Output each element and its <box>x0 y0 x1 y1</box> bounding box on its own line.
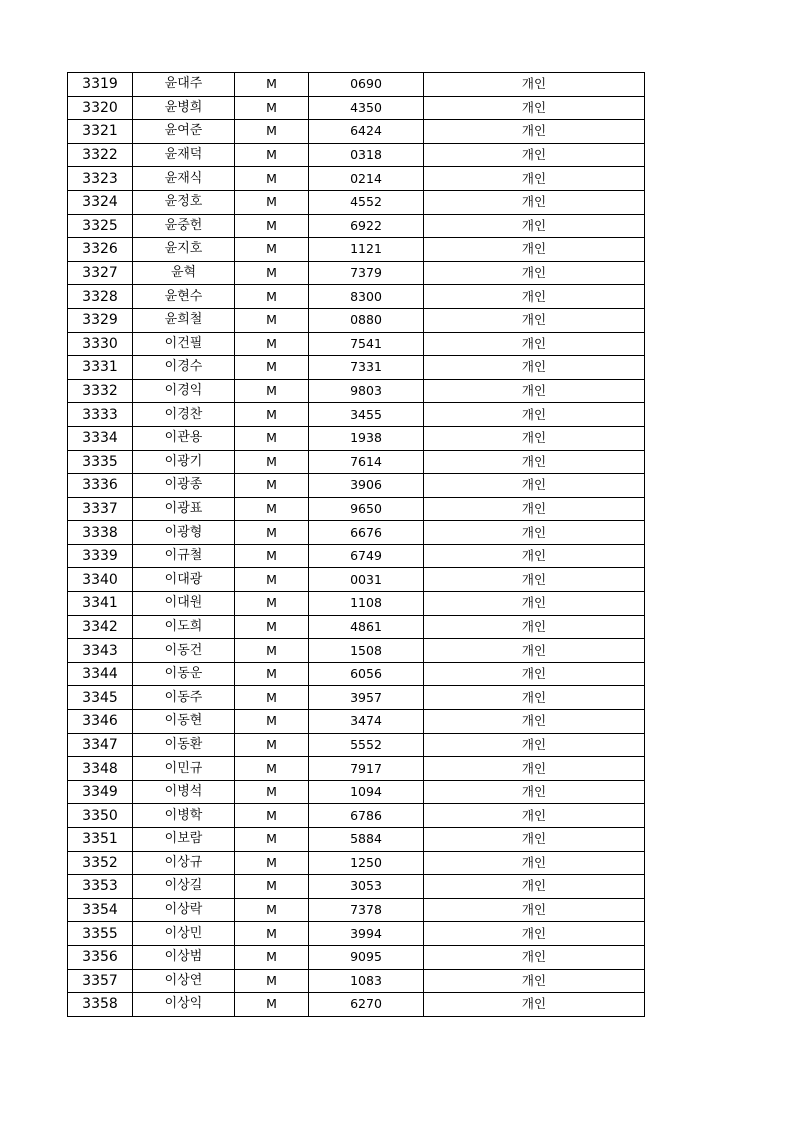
name-cell: 이상민 <box>133 922 235 946</box>
name-cell: 윤병희 <box>133 96 235 120</box>
gender-cell: M <box>235 190 309 214</box>
table-row <box>68 969 645 993</box>
code-cell: 1094 <box>309 780 424 804</box>
table-row <box>68 403 645 427</box>
gender-cell: M <box>235 875 309 899</box>
row-number-cell: 3328 <box>68 285 133 309</box>
table-row <box>68 474 645 498</box>
gender-cell: M <box>235 332 309 356</box>
gender-cell: M <box>235 403 309 427</box>
code-cell: 0880 <box>309 308 424 332</box>
name-cell: 윤여준 <box>133 120 235 144</box>
gender-cell: M <box>235 710 309 734</box>
table-row <box>68 450 645 474</box>
code-cell: 3474 <box>309 710 424 734</box>
type-cell: 개인 <box>424 403 645 427</box>
name-cell: 이규철 <box>133 544 235 568</box>
code-cell: 4350 <box>309 96 424 120</box>
type-cell: 개인 <box>424 143 645 167</box>
table-row <box>68 73 645 97</box>
row-number-cell: 3353 <box>68 875 133 899</box>
code-cell: 0690 <box>309 73 424 97</box>
name-cell: 이광종 <box>133 474 235 498</box>
gender-cell: M <box>235 544 309 568</box>
code-cell: 9803 <box>309 379 424 403</box>
table-row <box>68 686 645 710</box>
row-number-cell: 3339 <box>68 544 133 568</box>
row-number-cell: 3322 <box>68 143 133 167</box>
table-row <box>68 615 645 639</box>
code-cell: 1108 <box>309 592 424 616</box>
row-number-cell: 3346 <box>68 710 133 734</box>
gender-cell: M <box>235 474 309 498</box>
table-row <box>68 922 645 946</box>
table-row <box>68 875 645 899</box>
name-cell: 이동운 <box>133 662 235 686</box>
table-row <box>68 96 645 120</box>
type-cell: 개인 <box>424 733 645 757</box>
type-cell: 개인 <box>424 167 645 191</box>
name-cell: 윤지호 <box>133 238 235 262</box>
code-cell: 5552 <box>309 733 424 757</box>
type-cell: 개인 <box>424 780 645 804</box>
code-cell: 6749 <box>309 544 424 568</box>
name-cell: 이도희 <box>133 615 235 639</box>
type-cell: 개인 <box>424 308 645 332</box>
type-cell: 개인 <box>424 875 645 899</box>
code-cell: 1508 <box>309 639 424 663</box>
row-number-cell: 3338 <box>68 521 133 545</box>
table-row <box>68 261 645 285</box>
type-cell: 개인 <box>424 851 645 875</box>
code-cell: 7541 <box>309 332 424 356</box>
row-number-cell: 3324 <box>68 190 133 214</box>
gender-cell: M <box>235 238 309 262</box>
type-cell: 개인 <box>424 120 645 144</box>
name-cell: 이경수 <box>133 356 235 380</box>
type-cell: 개인 <box>424 568 645 592</box>
gender-cell: M <box>235 261 309 285</box>
gender-cell: M <box>235 214 309 238</box>
type-cell: 개인 <box>424 804 645 828</box>
row-number-cell: 3326 <box>68 238 133 262</box>
name-cell: 윤중헌 <box>133 214 235 238</box>
gender-cell: M <box>235 922 309 946</box>
code-cell: 0214 <box>309 167 424 191</box>
table-row <box>68 662 645 686</box>
name-cell: 이상범 <box>133 945 235 969</box>
type-cell: 개인 <box>424 544 645 568</box>
row-number-cell: 3349 <box>68 780 133 804</box>
table-row <box>68 639 645 663</box>
gender-cell: M <box>235 733 309 757</box>
table-row <box>68 993 645 1017</box>
code-cell: 3906 <box>309 474 424 498</box>
name-cell: 이광표 <box>133 497 235 521</box>
code-cell: 6786 <box>309 804 424 828</box>
type-cell: 개인 <box>424 993 645 1017</box>
table-row <box>68 497 645 521</box>
table-row <box>68 568 645 592</box>
table-row <box>68 356 645 380</box>
roster-body <box>68 73 645 1017</box>
gender-cell: M <box>235 969 309 993</box>
name-cell: 이대원 <box>133 592 235 616</box>
name-cell: 윤재식 <box>133 167 235 191</box>
code-cell: 4861 <box>309 615 424 639</box>
table-row <box>68 592 645 616</box>
type-cell: 개인 <box>424 379 645 403</box>
type-cell: 개인 <box>424 238 645 262</box>
name-cell: 윤혁 <box>133 261 235 285</box>
row-number-cell: 3355 <box>68 922 133 946</box>
table-row <box>68 332 645 356</box>
name-cell: 윤재덕 <box>133 143 235 167</box>
name-cell: 이동환 <box>133 733 235 757</box>
table-row <box>68 898 645 922</box>
row-number-cell: 3354 <box>68 898 133 922</box>
row-number-cell: 3350 <box>68 804 133 828</box>
name-cell: 이민규 <box>133 757 235 781</box>
type-cell: 개인 <box>424 73 645 97</box>
type-cell: 개인 <box>424 214 645 238</box>
gender-cell: M <box>235 757 309 781</box>
table-row <box>68 308 645 332</box>
gender-cell: M <box>235 639 309 663</box>
type-cell: 개인 <box>424 521 645 545</box>
gender-cell: M <box>235 120 309 144</box>
gender-cell: M <box>235 308 309 332</box>
gender-cell: M <box>235 686 309 710</box>
type-cell: 개인 <box>424 615 645 639</box>
name-cell: 윤정호 <box>133 190 235 214</box>
table-row <box>68 214 645 238</box>
gender-cell: M <box>235 592 309 616</box>
row-number-cell: 3357 <box>68 969 133 993</box>
type-cell: 개인 <box>424 190 645 214</box>
gender-cell: M <box>235 898 309 922</box>
gender-cell: M <box>235 285 309 309</box>
row-number-cell: 3352 <box>68 851 133 875</box>
code-cell: 6922 <box>309 214 424 238</box>
table-row <box>68 285 645 309</box>
row-number-cell: 3344 <box>68 662 133 686</box>
table-row <box>68 851 645 875</box>
code-cell: 9095 <box>309 945 424 969</box>
type-cell: 개인 <box>424 828 645 852</box>
type-cell: 개인 <box>424 474 645 498</box>
row-number-cell: 3345 <box>68 686 133 710</box>
code-cell: 9650 <box>309 497 424 521</box>
row-number-cell: 3329 <box>68 308 133 332</box>
code-cell: 8300 <box>309 285 424 309</box>
table-row <box>68 945 645 969</box>
name-cell: 이광형 <box>133 521 235 545</box>
name-cell: 이경찬 <box>133 403 235 427</box>
type-cell: 개인 <box>424 686 645 710</box>
name-cell: 이상익 <box>133 993 235 1017</box>
gender-cell: M <box>235 828 309 852</box>
gender-cell: M <box>235 426 309 450</box>
row-number-cell: 3341 <box>68 592 133 616</box>
row-number-cell: 3330 <box>68 332 133 356</box>
row-number-cell: 3320 <box>68 96 133 120</box>
code-cell: 1121 <box>309 238 424 262</box>
row-number-cell: 3327 <box>68 261 133 285</box>
row-number-cell: 3342 <box>68 615 133 639</box>
code-cell: 7379 <box>309 261 424 285</box>
type-cell: 개인 <box>424 639 645 663</box>
table-row <box>68 143 645 167</box>
gender-cell: M <box>235 851 309 875</box>
type-cell: 개인 <box>424 426 645 450</box>
code-cell: 6270 <box>309 993 424 1017</box>
gender-cell: M <box>235 521 309 545</box>
row-number-cell: 3343 <box>68 639 133 663</box>
gender-cell: M <box>235 356 309 380</box>
row-number-cell: 3356 <box>68 945 133 969</box>
gender-cell: M <box>235 167 309 191</box>
table-row <box>68 710 645 734</box>
type-cell: 개인 <box>424 922 645 946</box>
table-row <box>68 238 645 262</box>
table-row <box>68 828 645 852</box>
code-cell: 0318 <box>309 143 424 167</box>
row-number-cell: 3325 <box>68 214 133 238</box>
name-cell: 이병석 <box>133 780 235 804</box>
type-cell: 개인 <box>424 332 645 356</box>
name-cell: 이건필 <box>133 332 235 356</box>
code-cell: 3994 <box>309 922 424 946</box>
table-row <box>68 379 645 403</box>
name-cell: 이상락 <box>133 898 235 922</box>
row-number-cell: 3347 <box>68 733 133 757</box>
gender-cell: M <box>235 96 309 120</box>
row-number-cell: 3337 <box>68 497 133 521</box>
table-row <box>68 804 645 828</box>
gender-cell: M <box>235 568 309 592</box>
code-cell: 1083 <box>309 969 424 993</box>
type-cell: 개인 <box>424 497 645 521</box>
gender-cell: M <box>235 993 309 1017</box>
name-cell: 윤현수 <box>133 285 235 309</box>
name-cell: 이상규 <box>133 851 235 875</box>
code-cell: 7614 <box>309 450 424 474</box>
table-row <box>68 120 645 144</box>
row-number-cell: 3323 <box>68 167 133 191</box>
gender-cell: M <box>235 143 309 167</box>
type-cell: 개인 <box>424 450 645 474</box>
name-cell: 이관용 <box>133 426 235 450</box>
gender-cell: M <box>235 615 309 639</box>
code-cell: 3053 <box>309 875 424 899</box>
gender-cell: M <box>235 804 309 828</box>
type-cell: 개인 <box>424 969 645 993</box>
table-row <box>68 780 645 804</box>
name-cell: 이광기 <box>133 450 235 474</box>
gender-cell: M <box>235 662 309 686</box>
row-number-cell: 3336 <box>68 474 133 498</box>
name-cell: 이병학 <box>133 804 235 828</box>
type-cell: 개인 <box>424 757 645 781</box>
table-row <box>68 733 645 757</box>
name-cell: 이경익 <box>133 379 235 403</box>
row-number-cell: 3321 <box>68 120 133 144</box>
row-number-cell: 3340 <box>68 568 133 592</box>
code-cell: 4552 <box>309 190 424 214</box>
type-cell: 개인 <box>424 592 645 616</box>
row-number-cell: 3332 <box>68 379 133 403</box>
roster-table <box>67 72 645 1017</box>
code-cell: 3455 <box>309 403 424 427</box>
name-cell: 이상길 <box>133 875 235 899</box>
row-number-cell: 3333 <box>68 403 133 427</box>
type-cell: 개인 <box>424 261 645 285</box>
type-cell: 개인 <box>424 898 645 922</box>
name-cell: 이상연 <box>133 969 235 993</box>
row-number-cell: 3331 <box>68 356 133 380</box>
type-cell: 개인 <box>424 356 645 380</box>
row-number-cell: 3335 <box>68 450 133 474</box>
type-cell: 개인 <box>424 945 645 969</box>
code-cell: 7331 <box>309 356 424 380</box>
name-cell: 이대광 <box>133 568 235 592</box>
row-number-cell: 3358 <box>68 993 133 1017</box>
code-cell: 1938 <box>309 426 424 450</box>
code-cell: 0031 <box>309 568 424 592</box>
table-row <box>68 757 645 781</box>
code-cell: 6676 <box>309 521 424 545</box>
gender-cell: M <box>235 379 309 403</box>
name-cell: 윤대주 <box>133 73 235 97</box>
code-cell: 1250 <box>309 851 424 875</box>
table-row <box>68 544 645 568</box>
name-cell: 윤희철 <box>133 308 235 332</box>
type-cell: 개인 <box>424 710 645 734</box>
row-number-cell: 3319 <box>68 73 133 97</box>
code-cell: 5884 <box>309 828 424 852</box>
name-cell: 이보람 <box>133 828 235 852</box>
code-cell: 6424 <box>309 120 424 144</box>
name-cell: 이동주 <box>133 686 235 710</box>
table-row <box>68 426 645 450</box>
type-cell: 개인 <box>424 285 645 309</box>
table-row <box>68 167 645 191</box>
code-cell: 7917 <box>309 757 424 781</box>
code-cell: 7378 <box>309 898 424 922</box>
row-number-cell: 3351 <box>68 828 133 852</box>
gender-cell: M <box>235 450 309 474</box>
name-cell: 이동현 <box>133 710 235 734</box>
name-cell: 이동건 <box>133 639 235 663</box>
gender-cell: M <box>235 497 309 521</box>
gender-cell: M <box>235 780 309 804</box>
row-number-cell: 3348 <box>68 757 133 781</box>
gender-cell: M <box>235 945 309 969</box>
code-cell: 6056 <box>309 662 424 686</box>
row-number-cell: 3334 <box>68 426 133 450</box>
code-cell: 3957 <box>309 686 424 710</box>
gender-cell: M <box>235 73 309 97</box>
table-row <box>68 190 645 214</box>
type-cell: 개인 <box>424 96 645 120</box>
type-cell: 개인 <box>424 662 645 686</box>
table-row <box>68 521 645 545</box>
